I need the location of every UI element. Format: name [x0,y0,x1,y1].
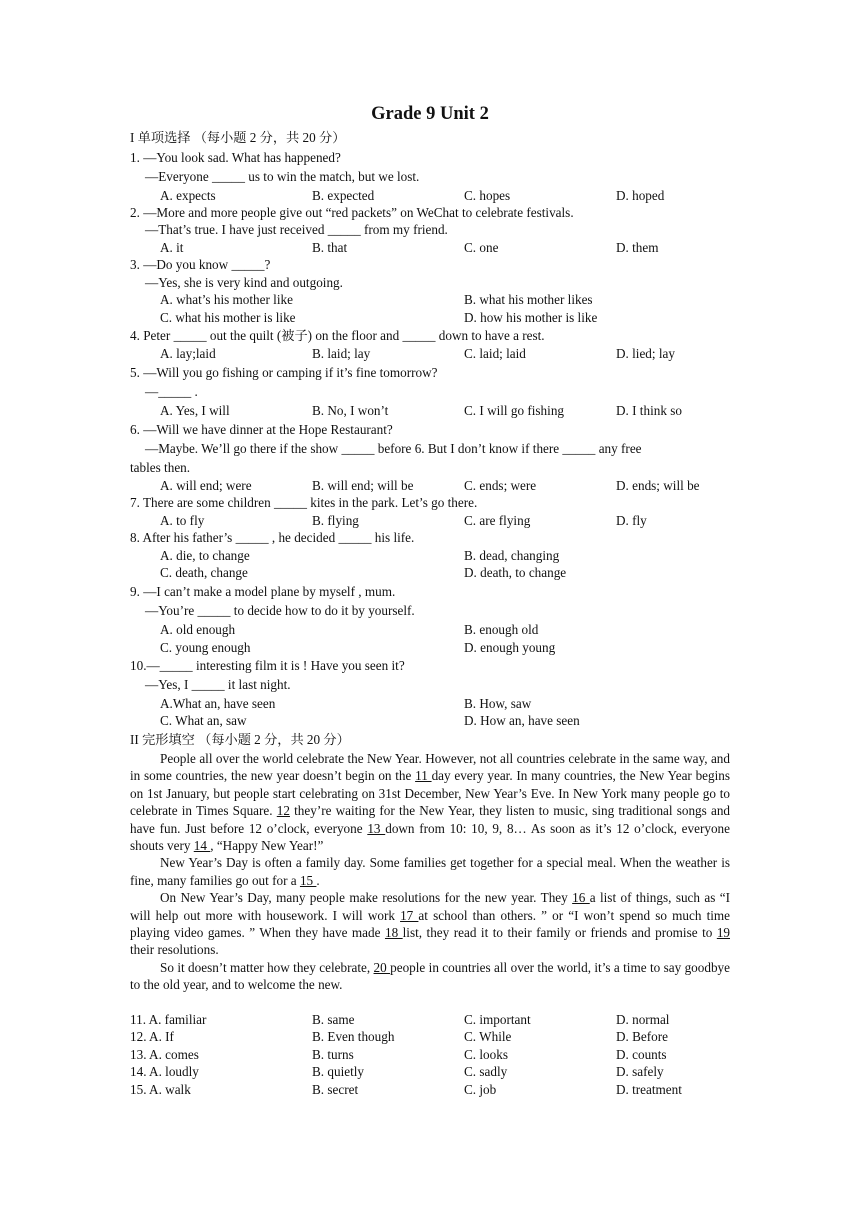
question-dialogue: —Yes, I _____ it last night. [145,677,291,692]
option-c: C. sadly [464,1064,508,1079]
option-a: A.What an, have seen [160,696,276,711]
option-b: B. will end; will be [312,478,414,493]
option-c: C. one [464,240,499,255]
page-title: Grade 9 Unit 2 [371,104,489,124]
cloze-options-row-15 [0,1081,860,1099]
section-2-header-row [0,731,860,749]
option-c: C. job [464,1082,497,1097]
question-8-options-row-1 [0,547,860,565]
option-c: C. young enough [160,640,251,655]
passage-text: New Year’s Day is often a family day. Some families get together for a special meal. When the weather is fine, many families go out for a [130,855,730,888]
option-d: D. ends; will be [616,478,700,493]
option-c: C. looks [464,1047,508,1062]
cloze-options-row-11 [0,1011,860,1029]
question-1-stem-row [0,149,860,167]
passage-paragraph-1 [130,750,730,854]
question-stem: 6. —Will we have dinner at the Hope Restaurant? [130,422,393,437]
question-6-options-row [0,477,860,495]
option-d: D. enough young [464,640,556,655]
option-d: D. counts [616,1047,667,1062]
option-a: A. die, to change [160,548,250,563]
question-5-line2-row [0,383,860,401]
option-c: C. what his mother is like [160,310,296,325]
question-9-stem-row [0,583,860,601]
option-c: C. hopes [464,188,511,203]
question-10-stem-row [0,657,860,675]
option-c: C. What an, saw [160,713,247,728]
cloze-options-row-12 [0,1028,860,1046]
option-a: 15. A. walk [130,1082,191,1097]
question-stem: 7. There are some children _____ kites in the park. Let’s go there. [130,495,478,510]
option-d: D. fly [616,513,647,528]
blank-19: 19 [716,925,730,941]
passage-text: . [316,872,320,888]
option-a: 11. A. familiar [130,1012,207,1027]
question-dialogue: —Yes, she is very kind and outgoing. [145,275,343,290]
section-1-header-row [0,129,860,147]
question-stem: 5. —Will you go fishing or camping if it’s fine tomorrow? [130,365,438,380]
option-b: B. secret [312,1082,359,1097]
option-c: C. ends; were [464,478,537,493]
option-b: B. Even though [312,1029,395,1044]
question-9-options-row-1 [0,621,860,639]
question-1-line2-row [0,168,860,186]
option-d: D. Before [616,1029,668,1044]
question-stem: 9. —I can’t make a model plane by myself , mum. [130,584,396,599]
question-2-line2-row [0,221,860,239]
option-d: D. hoped [616,188,665,203]
option-b: B. same [312,1012,355,1027]
question-stem: 10.—_____ interesting film it is ! Have you seen it? [130,658,405,673]
passage-text: people in countries all over the world, it’s a time to say goodbye to the old year, and to welcome the new. [130,959,730,993]
question-9-options-row-2 [0,639,860,657]
passage-text: they’re waiting for the New Year, they listen to music, sing traditional songs and have fun. Just before 12 o’clock, everyone [130,803,731,836]
question-stem: 8. After his father’s _____ , he decided _____ his life. [130,530,415,545]
passage-text: So it doesn’t matter how they celebrate, [160,959,374,975]
option-b: B. dead, changing [464,548,560,563]
passage-text: On New Year’s Day, many people make resolutions for the new year. They [160,890,573,906]
question-8-stem-row [0,529,860,547]
question-2-options-row [0,239,860,257]
option-b: B. laid; lay [312,346,371,361]
cloze-options-row-13 [0,1046,860,1064]
option-d: D. death, to change [464,565,567,580]
question-dialogue: —Maybe. We’ll go there if the show _____ before 6. But I don’t know if there _____ any free [145,441,642,456]
question-6-stem-row [0,421,860,439]
question-10-line2-row [0,676,860,694]
option-b: B. No, I won’t [312,403,389,418]
question-4-options-row [0,345,860,363]
option-a: A. it [160,240,184,255]
option-d: D. normal [616,1012,670,1027]
question-7-options-row [0,512,860,530]
question-9-line2-row [0,602,860,620]
option-b: B. enough old [464,622,539,637]
question-3-stem-row [0,256,860,274]
question-stem: 4. Peter _____ out the quilt (被子) on the floor and _____ down to have a rest. [130,328,545,343]
question-7-stem-row [0,494,860,512]
question-dialogue: —Everyone _____ us to win the match, but we lost. [145,169,420,184]
option-c: C. While [464,1029,512,1044]
passage-paragraph-4 [130,959,730,994]
option-a: A. what’s his mother like [160,292,293,307]
option-d: D. I think so [616,403,682,418]
option-c: C. laid; laid [464,346,526,361]
option-c: C. are flying [464,513,531,528]
question-stem: 1. —You look sad. What has happened? [130,150,341,165]
question-2-stem-row [0,204,860,222]
question-6-line3-row [0,459,860,477]
option-a: 12. A. If [130,1029,174,1044]
option-a: A. old enough [160,622,236,637]
option-a: 14. A. loudly [130,1064,199,1079]
blank-17: 17 [400,907,419,923]
passage-text: their resolutions. [130,942,219,958]
question-10-options-row-2 [0,712,860,730]
blank-16: 16 [572,890,590,906]
passage-text: list, they read it to their family or friends and promise to [402,925,717,941]
option-a: A. will end; were [160,478,252,493]
option-d: D. safely [616,1064,664,1079]
option-b: B. quietly [312,1064,365,1079]
blank-11: 11 [415,768,432,784]
question-stem: 2. —More and more people give out “red packets” on WeChat to celebrate festivals. [130,205,574,220]
question-5-options-row [0,402,860,420]
option-d: D. how his mother is like [464,310,598,325]
blank-20: 20 [373,959,391,975]
cloze-options-row-14 [0,1063,860,1081]
option-c: C. I will go fishing [464,403,565,418]
section-1-header: I 单项选择 （每小题 2 分，共 20 分） [130,130,346,145]
question-dialogue: —_____ . [145,384,198,399]
option-d: D. lied; lay [616,346,675,361]
blank-12: 12 [276,803,290,819]
blank-13: 13 [367,820,386,836]
question-dialogue-continued: tables then. [130,460,191,475]
option-a: A. Yes, I will [160,403,230,418]
question-3-options-row-1 [0,291,860,309]
passage-text: a list of things, such as “I will help out more with housework. I will work [130,890,731,923]
passage-text: at school than others. ” or “I won’t spend so much time playing video games. ” When they have made [130,907,731,941]
option-b: B. what his mother likes [464,292,593,307]
option-a: A. lay;laid [160,346,216,361]
option-c: C. important [464,1012,531,1027]
passage-text: People all over the world celebrate the New Year. However, not all countries celebrate in the same way, and in some countries, the new year doesn’t begin on the [130,751,730,784]
option-b: B. How, saw [464,696,532,711]
cloze-passage [130,750,730,994]
option-b: B. expected [312,188,375,203]
question-8-options-row-2 [0,564,860,582]
passage-paragraph-2 [130,854,730,889]
passage-text: , “Happy New Year!” [210,838,324,854]
question-10-options-row-1 [0,695,860,713]
question-stem: 3. —Do you know _____? [130,257,271,272]
option-a: A. to fly [160,513,205,528]
question-1-options-row [0,187,860,205]
question-dialogue: —You’re _____ to decide how to do it by yourself. [145,603,415,618]
blank-18: 18 [384,925,403,941]
passage-paragraph-3 [130,889,730,959]
option-a: A. expects [160,188,216,203]
passage-text: day every year. In many countries, the New Year begins on 1st January, but people start celebrating on 31st December, New Year’s Eve. In New York many people go to celebrate in Times Square. [130,768,731,819]
question-3-options-row-2 [0,309,860,327]
option-b: B. that [312,240,348,255]
option-c: C. death, change [160,565,248,580]
option-d: D. How an, have seen [464,713,580,728]
passage-text: down from 10: 10, 9, 8… As soon as it’s 12 o’clock, everyone shouts very [130,820,731,854]
question-3-line2-row [0,274,860,292]
question-4-stem-row [0,327,860,345]
option-b: B. flying [312,513,359,528]
option-d: D. treatment [616,1082,682,1097]
question-dialogue: —That’s true. I have just received _____ from my friend. [145,222,448,237]
question-6-line2-row [0,440,860,458]
blank-15: 15 [299,872,317,888]
question-5-stem-row [0,364,860,382]
option-b: B. turns [312,1047,354,1062]
blank-14: 14 [193,838,211,854]
option-d: D. them [616,240,659,255]
option-a: 13. A. comes [130,1047,199,1062]
section-2-header: II 完形填空 （每小题 2 分，共 20 分） [130,732,350,747]
